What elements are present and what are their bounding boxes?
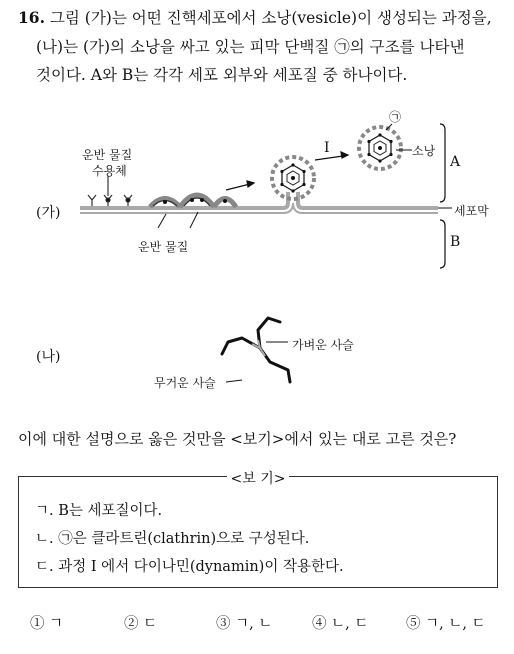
bogi-title: <보 기> xyxy=(227,471,290,487)
coated-pit-stages xyxy=(150,195,236,207)
label-region-B: B xyxy=(450,234,461,250)
figure-na-label: (나) xyxy=(36,349,61,365)
label-receptor-line2: 수용체 xyxy=(92,164,127,178)
question-text xyxy=(18,10,492,27)
label-light-chain: 가벼운 사슬 xyxy=(292,338,354,352)
label-region-A: A xyxy=(450,154,461,170)
label-cargo: 운반 물질 xyxy=(138,240,189,254)
bogi-item-3: ㄷ. 과정 I 에서 다이나민(dynamin)이 작용한다. xyxy=(35,559,344,575)
bogi-item-2: ㄴ. ㉠은 클라트린(clathrin)으로 구성된다. xyxy=(35,531,310,547)
label-heavy-chain: 무거운 사슬 xyxy=(154,376,216,390)
question-number: 16. xyxy=(18,8,45,27)
choice-1[interactable]: ① ㄱ xyxy=(30,616,64,632)
budding-vesicle xyxy=(272,157,314,199)
choice-5[interactable]: ⑤ ㄱ, ㄴ, ㄷ xyxy=(406,616,486,632)
released-vesicle xyxy=(359,127,401,169)
region-brackets xyxy=(440,124,445,268)
bogi-box xyxy=(18,471,498,588)
question-prompt: 이에 대한 설명으로 옳은 것만을 <보기>에서 있는 대로 고른 것은? xyxy=(18,430,457,448)
plasma-membrane xyxy=(80,192,438,213)
question-line-3: 것이다. A와 B는 각각 세포 외부와 세포질 중 하나이다. xyxy=(36,66,408,84)
question-line-2: (나)는 (가)의 소낭을 싸고 있는 피막 단백질 ㉠의 구조를 나타낸 xyxy=(36,38,465,56)
bogi-item-1: ㄱ. B는 세포질이다. xyxy=(35,503,163,519)
choice-3[interactable]: ③ ㄱ, ㄴ xyxy=(216,616,273,632)
choice-2[interactable]: ② ㄷ xyxy=(124,616,158,632)
choice-4[interactable]: ④ ㄴ, ㄷ xyxy=(312,616,369,632)
label-cell-membrane: 세포막 xyxy=(454,204,489,218)
label-clathrin-marker: ㉠ xyxy=(389,110,402,124)
receptor-icons xyxy=(88,195,132,206)
label-process-I: I xyxy=(324,140,330,156)
label-receptor-line1: 운반 물질 xyxy=(82,148,133,162)
label-vesicle: 소낭 xyxy=(412,144,436,158)
figure-ga-diagram xyxy=(0,100,514,280)
question-line-1: 그림 (가)는 어떤 진핵세포에서 소낭(vesicle)이 생성되는 과정을, xyxy=(49,9,492,27)
figure-ga-label: (가) xyxy=(36,205,61,221)
